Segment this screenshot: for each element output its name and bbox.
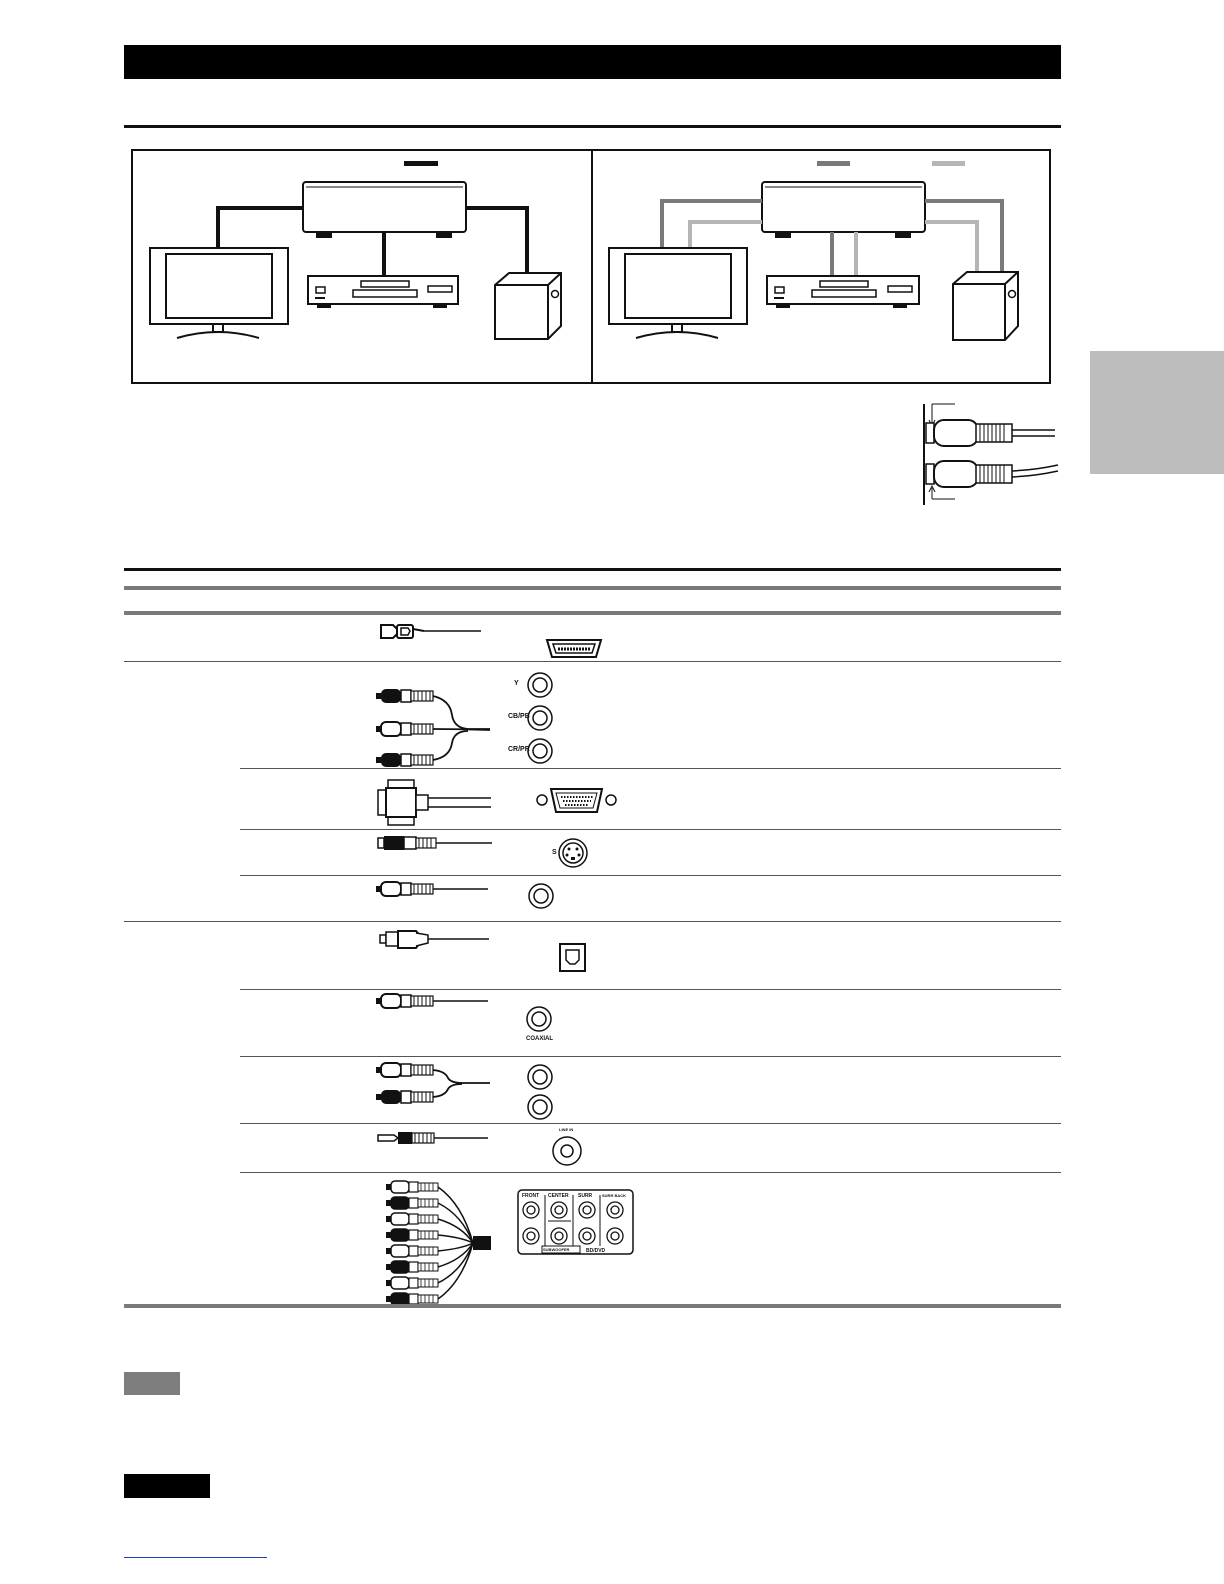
jack-label-s: S (552, 849, 557, 856)
jack-label-coaxial: COAXIAL (526, 1036, 553, 1042)
table-row-rule (124, 921, 1061, 922)
subwoofer-icon (953, 272, 1018, 340)
dsub-jack-icon (537, 789, 616, 812)
jack-label-y: Y (514, 680, 519, 687)
table-row-rule (240, 989, 1061, 990)
tv-icon (150, 248, 288, 338)
rca-plug-icon (386, 1229, 473, 1243)
rca-jack-icon (528, 1065, 552, 1089)
rca-plug-icon (926, 420, 1055, 446)
table-row-rule (240, 829, 1061, 830)
rca-jack-icon (528, 1095, 552, 1119)
rca-jack-icon (527, 1007, 551, 1031)
tv-icon (609, 248, 747, 338)
component-video-plugs (376, 689, 490, 767)
jack-label-subwoofer: SUBWOOFER (543, 1247, 570, 1252)
s-video-jack-icon (559, 839, 587, 867)
jack-label-pb: CB/PB (508, 713, 530, 720)
subwoofer-icon (495, 273, 561, 339)
legend-swatch-cable (404, 161, 438, 166)
jack-label-bd-dvd: BD/DVD (586, 1248, 606, 1254)
video-cable-receiver-tv (662, 201, 762, 248)
footnote-rule (124, 1557, 267, 1558)
caution-badge (124, 1474, 210, 1498)
table-row-rule (124, 661, 1061, 662)
dsub-plug-icon (378, 780, 491, 825)
mini-jack-icon (553, 1137, 581, 1165)
rca-jack-icon (529, 884, 553, 908)
optical-jack-icon (560, 944, 585, 971)
table-header-bottom-rule (124, 611, 1061, 615)
s-video-plug-icon (378, 836, 492, 850)
jack-label-center: CENTER (548, 1193, 569, 1199)
table-bottom-rule (124, 1304, 1061, 1308)
table-row-rule (240, 1123, 1061, 1124)
rca-jack-icon (528, 739, 552, 763)
mini-plug-icon (378, 1132, 488, 1144)
video-cable-receiver-subwoofer (925, 201, 1002, 272)
table-row-rule (240, 875, 1061, 876)
optical-plug-icon (380, 931, 489, 948)
note-badge (124, 1372, 180, 1395)
rca-plug-icon (376, 994, 488, 1008)
jack-label-line-in: LINE IN (559, 1127, 574, 1132)
multichannel-jack-panel (518, 1190, 633, 1254)
audio-cable-receiver-tv (690, 222, 762, 248)
plug-insertion-illustration (924, 404, 1058, 505)
table-row-rule (240, 1172, 1061, 1173)
bd-dvd-player-icon (308, 276, 458, 308)
jack-label-surr: SURR (578, 1193, 593, 1199)
bd-dvd-player-icon (767, 276, 919, 308)
right-diagram (609, 161, 1018, 340)
jack-label-pr: CR/PR (508, 746, 530, 753)
jack-label-front: FRONT (522, 1193, 540, 1199)
av-receiver-icon (303, 182, 466, 238)
rca-jack-icon (528, 706, 552, 730)
table-row-rule (240, 768, 1061, 769)
left-diagram (150, 161, 561, 339)
multichannel-plugs (386, 1181, 491, 1305)
hdmi-jack-icon (547, 640, 601, 657)
audio-cable-receiver-subwoofer (925, 222, 977, 272)
cable-receiver-subwoofer (466, 208, 527, 273)
rca-plug-icon (376, 882, 488, 896)
analog-audio-plugs (376, 1063, 490, 1104)
av-receiver-icon (762, 182, 925, 238)
table-row-rule (240, 1056, 1061, 1057)
legend-swatch-audio (932, 161, 965, 166)
jack-label-surr-back: SURR BACK (602, 1193, 626, 1198)
cable-receiver-tv (218, 208, 303, 247)
section-rule-table (124, 568, 1061, 571)
rca-jack-icon (528, 673, 552, 697)
legend-swatch-video (817, 161, 850, 166)
rca-plug-icon (386, 1243, 473, 1257)
rca-plug-icon (926, 461, 1058, 487)
hdmi-plug-icon (381, 625, 481, 638)
table-header-top-rule (124, 586, 1061, 590)
